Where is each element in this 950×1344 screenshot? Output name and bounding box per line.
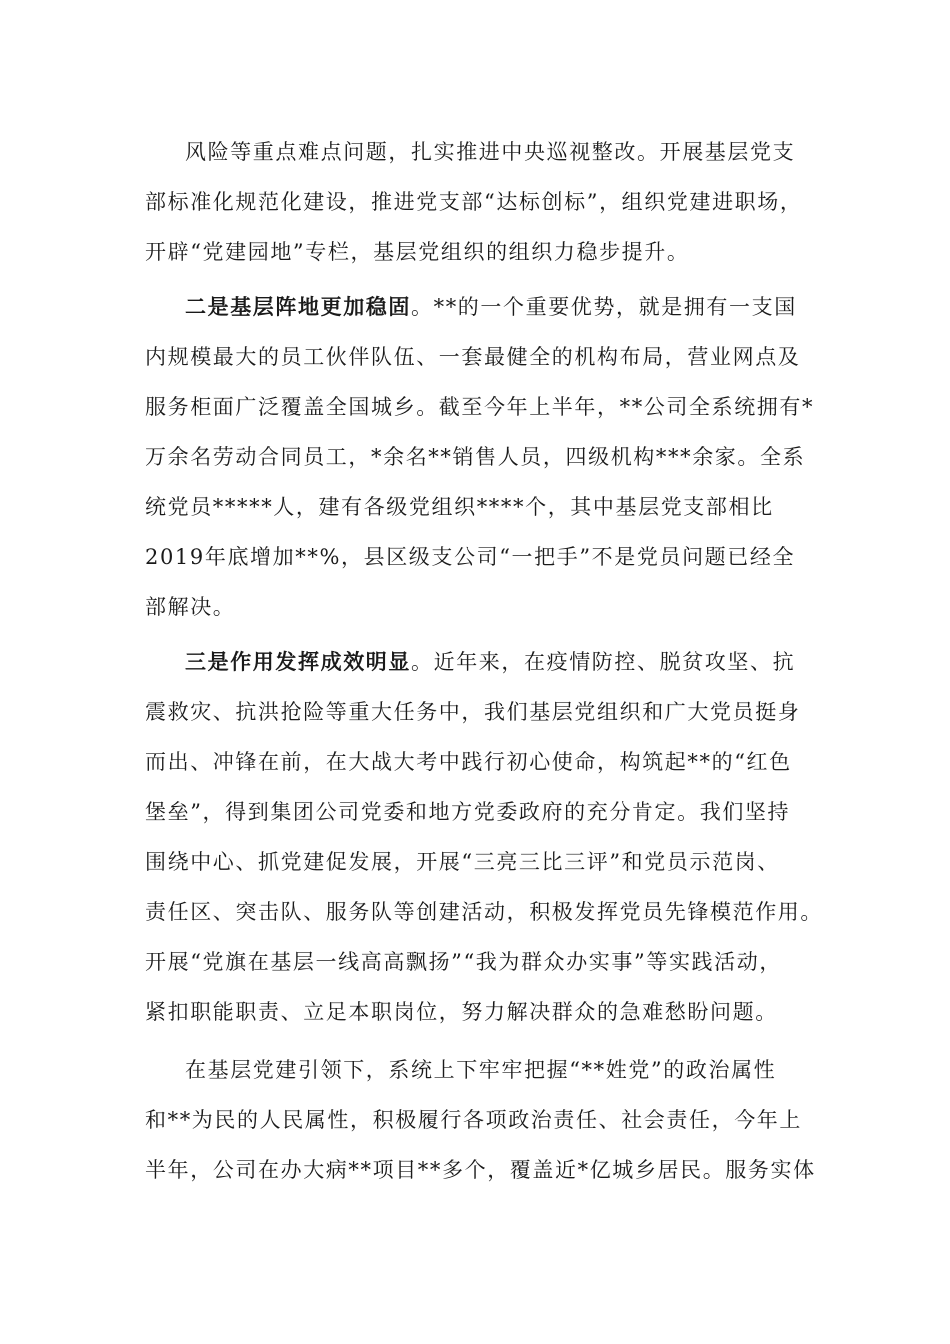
text-line: 半年，公司在办大病**项目**多个，覆盖近*亿城乡居民。服务实体 <box>145 1158 816 1182</box>
text-line <box>185 645 805 679</box>
paragraph-heading: 二是基层阵地更加稳固 <box>185 295 411 319</box>
text-line: 开辟“党建园地”专栏，基层党组织的组织力稳步提升。 <box>145 240 690 264</box>
text-line: 和**为民的人民属性，积极履行各项政治责任、社会责任，今年上 <box>145 1108 802 1132</box>
text-line: 部标准化规范化建设，推进党支部“达标创标”，组织党建进职场， <box>145 190 803 214</box>
text-line: 围绕中心、抓党建促发展，开展“三亮三比三评”和党员示范岗、 <box>145 850 780 874</box>
text-line: 责任区、突击队、服务队等创建活动，积极发挥党员先锋模范作用。 <box>145 900 823 924</box>
text-line: 部解决。 <box>145 595 236 619</box>
text-line: 紧扣职能职责、立足本职岗位，努力解决群众的急难愁盼问题。 <box>145 1000 778 1024</box>
text-line: 堡垒”，得到集团公司党委和地方党委政府的充分肯定。我们坚持 <box>145 800 791 824</box>
text-run: 。近年来，在疫情防控、脱贫攻坚、抗 <box>411 650 796 674</box>
text-line: 万余名劳动合同员工，*余名**销售人员，四级机构***余家。全系 <box>145 445 806 469</box>
text-line: 2019年底增加**%，县区级支公司“一把手”不是党员问题已经全 <box>145 545 796 569</box>
text-line: 在基层党建引领下，系统上下牢牢把握“**姓党”的政治属性 <box>185 1058 777 1082</box>
text-line: 开展“党旗在基层一线高高飘扬”“我为群众办实事”等实践活动， <box>145 950 782 974</box>
text-line: 服务柜面广泛覆盖全国城乡。截至今年上半年，**公司全系统拥有* <box>145 395 815 419</box>
text-line <box>185 290 805 324</box>
text-line: 统党员*****人，建有各级党组织****个，其中基层党支部相比 <box>145 495 774 519</box>
text-line: 风险等重点难点问题，扎实推进中央巡视整改。开展基层党支 <box>185 140 796 164</box>
text-line: 内规模最大的员工伙伴队伍、一套最健全的机构布局，营业网点及 <box>145 345 801 369</box>
text-line: 而出、冲锋在前，在大战大考中践行初心使命，构筑起**的“红色 <box>145 750 792 774</box>
text-run: 。**的一个重要优势，就是拥有一支国 <box>411 295 797 319</box>
paragraph-heading: 三是作用发挥成效明显 <box>185 650 411 674</box>
text-line: 震救灾、抗洪抢险等重大任务中，我们基层党组织和广大党员挺身 <box>145 700 801 724</box>
